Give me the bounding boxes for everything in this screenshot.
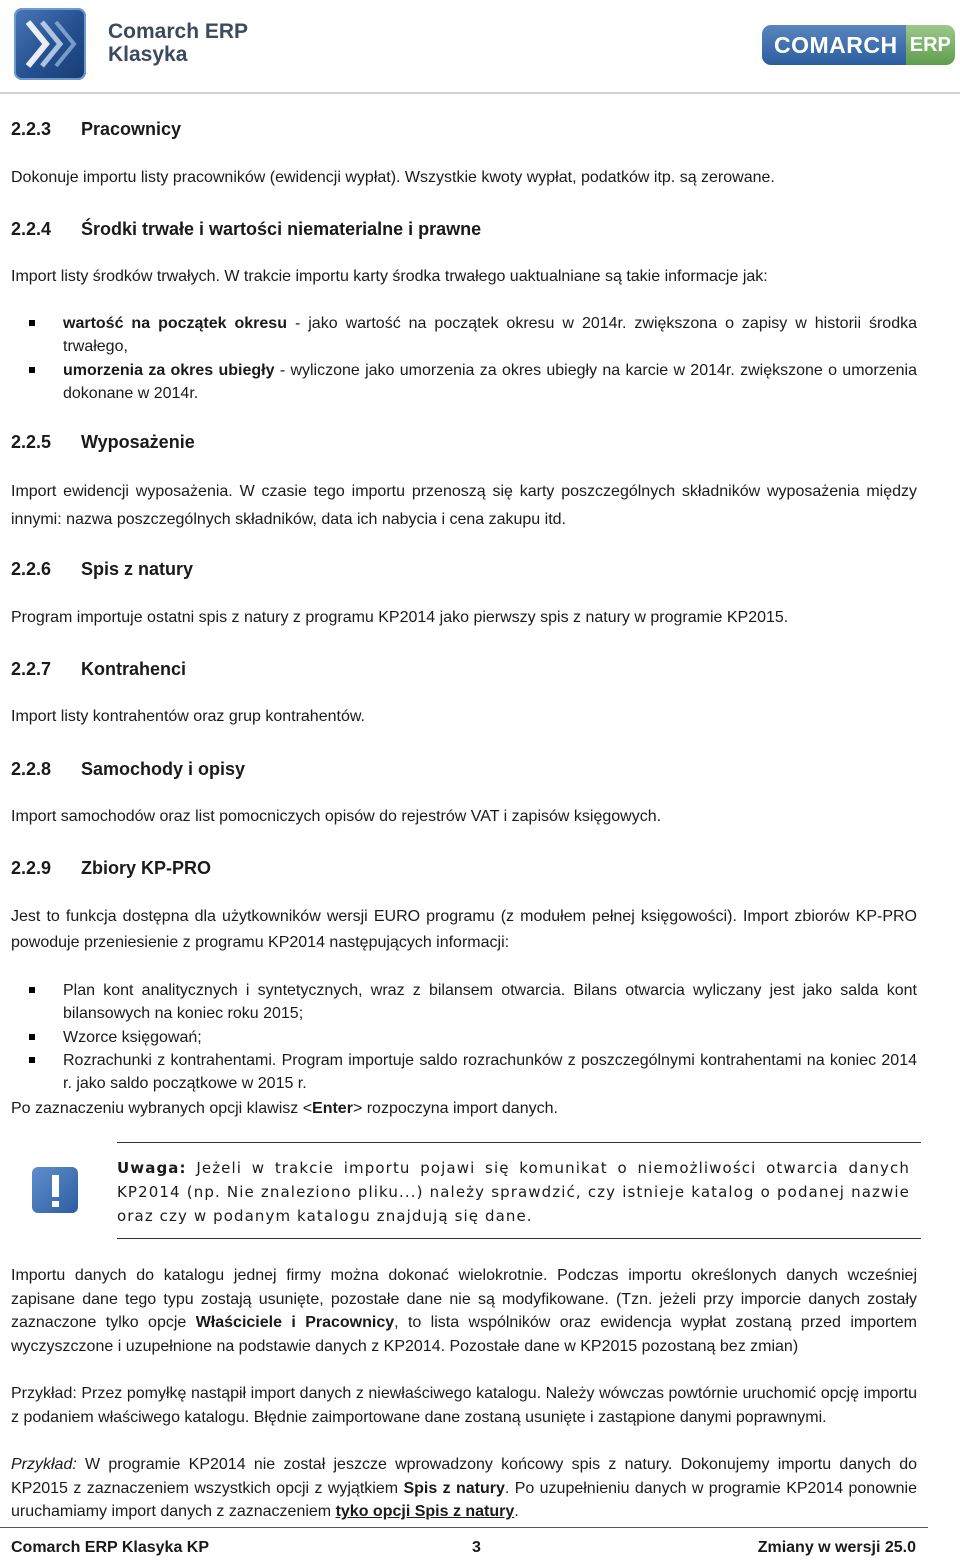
section-title: Spis z natury <box>81 559 194 579</box>
section-number: 2.2.3 <box>11 119 52 139</box>
logo-comarch-text: COMARCH <box>762 25 906 65</box>
bold-option-name: Spis z natury <box>403 1479 505 1497</box>
underlined-option-name: tyko opcji Spis z natury <box>335 1503 515 1521</box>
section-number: 2.2.5 <box>11 432 52 452</box>
text-part: Importu danych do katalogu jednej firmy można dokonać wielokrotnie. Podczas importu określonych danych wcześniej zapisane dane tego typu zostają usunięte, pozostałe dane nie są modyfikowane. (Tzn. jeżeli przy imporcie danych zostały zaznaczone tylko opcje <box>11 1267 917 1332</box>
section-title: Środki trwałe i wartości niematerialne i prawne <box>81 219 482 239</box>
text-part: > rozpoczyna import danych. <box>352 1100 558 1117</box>
example-label: Przykład: <box>11 1456 77 1473</box>
section-heading-2-2-9 <box>11 857 611 879</box>
section-title: Pracownicy <box>81 119 182 139</box>
list-item-text: - jako wartość na początek okresu w 2014r. zwiększona o zapisy w historii środka trwałego, <box>63 315 917 355</box>
section-heading-2-2-8 <box>11 758 611 780</box>
footer-divider <box>0 1527 928 1528</box>
list-item-bold: umorzenia za okres ubiegły <box>63 362 275 379</box>
warning-bottom-rule <box>117 1238 921 1239</box>
text-part: . <box>514 1503 519 1521</box>
section-text-2-2-3: Dokonuje importu listy pracowników (ewidencji wypłat). Wszystkie kwoty wypłat, podatków itp. są zerowane. <box>11 169 775 186</box>
warning-exclamation-icon <box>32 1167 78 1213</box>
section-number: 2.2.9 <box>11 858 52 878</box>
section-title: Zbiory KP-PRO <box>81 858 212 878</box>
section-text-2-2-5: Import ewidencji wyposażenia. W czasie tego importu przenoszą się karty poszczególnych składników wyposażenia między innymi: nazwa poszczególnych składników, data ich nabycia i cena zakupu itd. <box>11 483 917 528</box>
footer-page-number: 3 <box>472 1539 481 1556</box>
section-heading-2-2-6 <box>11 558 611 580</box>
section-text-2-2-6: Program importuje ostatni spis z natury z programu KP2014 jako pierwszy spis z natury w programie KP2015. <box>11 609 789 626</box>
section-title: Samochody i opisy <box>81 759 246 779</box>
section-number: 2.2.7 <box>11 659 52 679</box>
brand-name <box>108 20 248 66</box>
bullet-square-icon <box>29 1057 35 1063</box>
list-item-text: Plan kont analitycznych i syntetycznych, wraz z bilansem otwarcia. Bilans otwarcia wyliczany jest jako salda kont bilansowych na koniec roku 2015; <box>63 982 917 1022</box>
brand-line-2: Klasyka <box>108 43 188 66</box>
list-item-text: Rozrachunki z kontrahentami. Program importuje saldo rozrachunków z poszczególnymi kontrahentami na koniec 2014 r. jako saldo początkowe w 2015 r. <box>63 1052 917 1092</box>
warning-note <box>117 1156 910 1228</box>
section-text-2-2-7: Import listy kontrahentów oraz grup kontrahentów. <box>11 708 365 725</box>
enter-key-label: Enter <box>312 1100 353 1117</box>
section-number: 2.2.8 <box>11 759 52 779</box>
section-text-2-2-9: Jest to funkcja dostępna dla użytkowników wersji EURO programu (z modułem pełnej księgowości). Import zbiorów KP-PRO powoduje przeniesienie z programu KP2014 następujących informacji: <box>11 908 917 951</box>
warning-text: Jeżeli w trakcie importu pojawi się komunikat o niemożliwości otwarcia danych KP2014 (np. Nie znaleziono pliku...) należy sprawdzić, czy istnieje katalog o podanej nazwie oraz czy w podanym katalogu znajdują się dane. <box>117 1159 910 1225</box>
section-number: 2.2.4 <box>11 219 52 239</box>
list-item-bold: wartość na początek okresu <box>63 315 287 332</box>
footer-product: Comarch ERP Klasyka KP <box>11 1539 210 1556</box>
list-item-text: - wyliczone jako umorzenia za okres ubiegły na karcie w 2014r. zwiększone o umorzenia dokonane w 2014r. <box>63 362 917 402</box>
comarch-erp-klasyka-logo <box>14 8 86 80</box>
bold-option-names: Właściciele i Pracownicy <box>195 1314 395 1332</box>
brand-line-1: Comarch ERP <box>108 20 249 43</box>
header-divider <box>0 92 960 94</box>
section-text-2-2-8: Import samochodów oraz list pomocniczych opisów do rejestrów VAT i zapisów księgowych. <box>11 808 662 825</box>
warning-top-rule <box>117 1142 921 1143</box>
closing-paragraph-1 <box>11 1264 917 1359</box>
bullet-square-icon <box>29 320 35 326</box>
warning-label: Uwaga: <box>117 1159 187 1177</box>
section-heading-2-2-3 <box>11 118 611 140</box>
text-part: . Po uzupełnieniu danych w programie KP2014 ponownie uruchamiamy import danych z zaznaczeniem <box>11 1479 918 1521</box>
comarch-erp-logo <box>762 25 955 65</box>
text-part: , to lista wspólników oraz ewidencja wypłat zostaną przed importem wyczyszczone i uzupełnione na podstawie danych z KP2014. Pozostałe dane w KP2015 pozostaną bez zmian) <box>11 1314 918 1356</box>
section-heading-2-2-7 <box>11 658 611 680</box>
list-item-text: Wzorce księgowań; <box>63 1029 202 1046</box>
bullet-square-icon <box>29 1034 35 1040</box>
bullet-square-icon <box>29 367 35 373</box>
section-title: Wyposażenie <box>81 432 195 452</box>
footer-version: Zmiany w wersji 25.0 <box>757 1539 916 1556</box>
section-number: 2.2.6 <box>11 559 52 579</box>
section-heading-2-2-4 <box>11 218 711 240</box>
section-heading-2-2-5 <box>11 431 611 453</box>
logo-erp-text: ERP <box>906 25 955 65</box>
text-part: Po zaznaczeniu wybranych opcji klawisz < <box>11 1100 313 1117</box>
section-text-enter <box>11 1097 917 1120</box>
text-part: W programie KP2014 nie został jeszcze wprowadzony końcowy spis z natury. Dokonujemy importu danych do KP2015 z zaznaczeniem wszystkich opcji z wyjątkiem <box>11 1456 917 1497</box>
logo-stripes-icon <box>14 8 86 80</box>
section-title: Kontrahenci <box>81 659 187 679</box>
closing-paragraph-2: Przykład: Przez pomyłkę nastąpił import danych z niewłaściwego katalogu. Należy wówczas powtórnie uruchomić opcję importu z podaniem właściwego katalogu. Błędnie zaimportowane dane zostaną usunięte i zastąpione danymi poprawnymi. <box>11 1385 917 1426</box>
section-text-2-2-4: Import listy środków trwałych. W trakcie importu karty środka trwałego uaktualniane są takie informacje jak: <box>11 268 768 285</box>
bullet-square-icon <box>29 987 35 993</box>
closing-paragraph-3 <box>11 1453 917 1524</box>
